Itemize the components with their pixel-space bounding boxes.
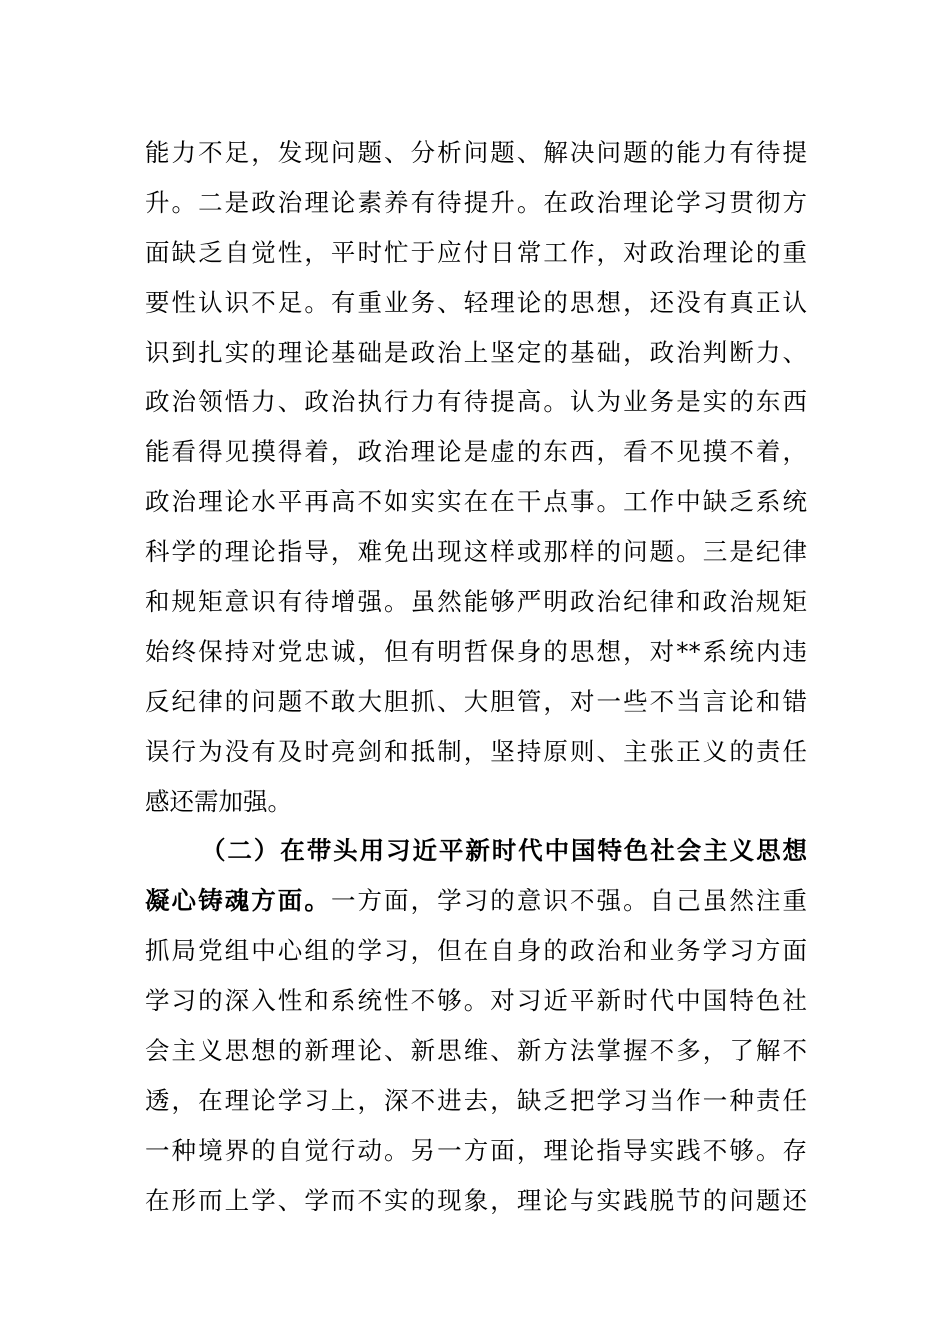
text-line: 反纪律的问题不敢大胆抓、大胆管，对一些不当言论和错 xyxy=(145,686,807,716)
text-line xyxy=(145,876,807,926)
text-line: 政治理论水平再高不如实实在在干点事。工作中缺乏系统 xyxy=(145,487,807,517)
text-line: 会主义思想的新理论、新思维、新方法掌握不多，了解不 xyxy=(145,1036,807,1066)
text-line: 一种境界的自觉行动。另一方面，理论指导实践不够。存 xyxy=(145,1135,807,1165)
text-line: 透，在理论学习上，深不进去，缺乏把学习当作一种责任 xyxy=(145,1085,807,1115)
text-line: 始终保持对党忠诚，但有明哲保身的思想，对**系统内违 xyxy=(145,636,807,666)
text-line: 要性认识不足。有重业务、轻理论的思想，还没有真正认 xyxy=(145,287,807,317)
text-line: 面缺乏自觉性，平时忙于应付日常工作，对政治理论的重 xyxy=(145,237,807,267)
section-heading-end: 凝心铸魂方面。 xyxy=(145,886,331,916)
text-line: 和规矩意识有待增强。虽然能够严明政治纪律和政治规矩 xyxy=(145,587,807,617)
text-line: 政治领悟力、政治执行力有待提高。认为业务是实的东西 xyxy=(145,387,807,417)
text-run: 一方面，学习的意识不强。自己虽然注重 xyxy=(330,886,807,916)
text-line: 科学的理论指导，难免出现这样或那样的问题。三是纪律 xyxy=(145,537,807,567)
document-body xyxy=(145,128,807,1226)
text-line: 抓局党组中心组的学习，但在自身的政治和业务学习方面 xyxy=(145,936,807,966)
paragraph-2 xyxy=(145,826,807,1225)
text-line: 能力不足，发现问题、分析问题、解决问题的能力有待提 xyxy=(145,138,807,167)
text-line: 学习的深入性和系统性不够。对习近平新时代中国特色社 xyxy=(145,986,807,1016)
paragraph-1 xyxy=(145,128,807,826)
text-line: 误行为没有及时亮剑和抵制，坚持原则、主张正义的责任 xyxy=(145,736,807,766)
text-line: 识到扎实的理论基础是政治上坚定的基础，政治判断力、 xyxy=(145,337,807,367)
text-line: 感还需加强。 xyxy=(145,786,292,816)
text-line: 在形而上学、学而不实的现象，理论与实践脱节的问题还 xyxy=(145,1185,807,1215)
section-heading: （二）在带头用习近平新时代中国特色社会主义思想 xyxy=(201,836,807,866)
text-line: 升。二是政治理论素养有待提升。在政治理论学习贯彻方 xyxy=(145,187,807,217)
text-line: 能看得见摸得着，政治理论是虚的东西，看不见摸不着， xyxy=(145,437,807,467)
